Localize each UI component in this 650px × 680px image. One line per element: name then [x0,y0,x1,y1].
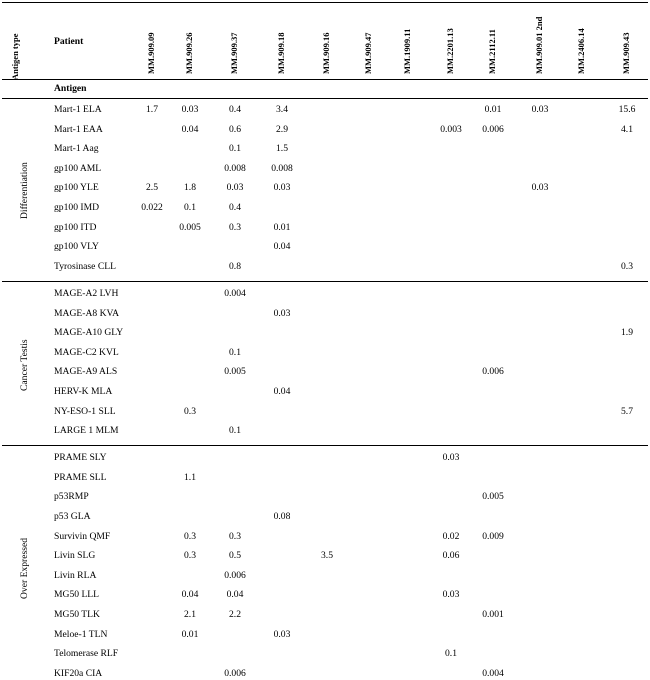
antigen-cell: gp100 ITD [54,221,97,233]
patient-column-header: MM.2201.13 [445,28,455,74]
value-cell: 0.008 [271,162,293,174]
antigen-cell: MAGE-A9 ALS [54,366,118,378]
antigen-cell: MAGE-A2 LVH [54,287,119,299]
table-top-rule [2,2,648,3]
antigen-cell: p53 GLA [54,511,91,522]
header-rule [2,79,648,80]
value-cell: 3.4 [276,104,288,115]
value-cell: 2.9 [276,123,288,135]
patient-column-header: MM.1909.11 [402,28,412,74]
antigen-cell: HERV-K MLA [54,385,113,397]
value-cell: 3.5 [321,550,333,562]
patient-column-header: MM.909.43 [621,32,631,74]
value-cell: 0.3 [229,530,241,542]
value-cell: 2.1 [184,609,196,620]
value-cell: 0.3 [229,221,241,233]
group-divider [2,281,648,282]
value-cell: 0.004 [224,287,246,299]
antigen-cell: MG50 LLL [54,589,100,601]
antigen-type-header: Antigen type [10,33,20,80]
antigen-type-label: Over Expressed [19,537,30,599]
value-cell: 1.9 [621,327,633,339]
value-cell: 0.04 [226,589,244,601]
value-cell: 0.005 [179,221,201,233]
antigen-cell: Telomerase RLF [54,648,119,660]
value-cell: 0.006 [224,667,246,679]
antigen-cell: KIF20a CIA [54,667,103,679]
value-cell: 0.4 [229,202,241,213]
antigen-cell: Tyrosinase CLL [54,260,116,272]
antigen-cell: Mart-1 ELA [54,104,102,115]
value-cell: 15.6 [618,104,636,115]
patient-column-header: MM.909.01 2nd [534,16,544,74]
value-cell: 0.08 [273,511,291,522]
antigen-cell: MAGE-C2 KVL [54,346,119,358]
value-cell: 0.01 [273,221,291,233]
antigen-cell: Livin SLG [54,550,96,562]
value-cell: 0.03 [531,104,549,115]
value-cell: 0.1 [229,143,241,155]
patient-column-header: MM.2406.14 [576,28,586,74]
antigen-cell: Livin RLA [54,569,97,581]
value-cell: 0.005 [482,491,504,503]
patient-header: Patient [54,36,84,47]
value-cell: 1.5 [276,143,288,155]
value-cell: 0.3 [184,405,196,417]
antigen-cell: gp100 YLE [54,182,99,194]
value-cell: 0.009 [482,530,504,542]
value-cell: 0.004 [482,667,504,679]
value-cell: 0.1 [445,648,457,660]
value-cell: 0.5 [229,550,241,562]
value-cell: 0.04 [181,589,199,601]
patient-column-header: MM.909.26 [184,32,194,74]
value-cell: 0.03 [442,589,460,601]
antigen-cell: PRAME SLL [54,471,107,483]
antigen-cell: gp100 IMD [54,202,100,213]
antigen-cell: Mart-1 EAA [54,123,103,135]
value-cell: 0.04 [273,385,291,397]
value-cell: 0.04 [181,123,199,135]
value-cell: 0.03 [181,104,199,115]
subheader-rule [2,98,648,99]
antigen-cell: LARGE 1 MLM [54,425,119,437]
value-cell: 0.008 [224,162,246,174]
value-cell: 0.04 [273,241,291,253]
value-cell: 0.005 [224,366,246,378]
value-cell: 0.3 [184,530,196,542]
value-cell: 0.3 [621,260,633,272]
antigen-cell: NY-ESO-1 SLL [54,405,116,417]
value-cell: 4.1 [621,123,633,135]
value-cell: 0.01 [181,628,199,640]
antigen-cell: Survivin QMF [54,530,111,542]
value-cell: 0.03 [226,182,244,194]
antigen-cell: MAGE-A10 GLY [54,327,124,339]
patient-column-header: MM.909.16 [321,32,331,74]
group-divider [2,445,648,446]
patient-column-header: MM.909.47 [363,32,373,74]
value-cell: 0.02 [442,530,460,542]
antigen-cell: Mart-1 Aag [54,143,99,155]
value-cell: 0.006 [482,123,504,135]
value-cell: 5.7 [621,405,633,417]
value-cell: 0.003 [440,123,462,135]
antigen-cell: MG50 TLK [54,609,100,620]
value-cell: 1.8 [184,182,196,194]
antigen-cell: MAGE-A8 KVA [54,307,120,319]
antigen-cell: Meloe-1 TLN [54,628,108,640]
value-cell: 1.7 [146,104,158,115]
value-cell: 0.03 [442,452,460,464]
value-cell: 0.03 [273,307,291,319]
value-cell: 0.022 [141,202,163,213]
value-cell: 0.1 [229,425,241,437]
value-cell: 0.1 [229,346,241,358]
value-cell: 0.01 [484,104,502,115]
value-cell: 0.006 [224,569,246,581]
patient-column-header: MM.909.18 [276,32,286,74]
value-cell: 0.1 [184,202,196,213]
value-cell: 0.6 [229,123,241,135]
antigen-cell: p53RMP [54,491,89,503]
antigen-type-label: Differentiation [19,162,30,219]
value-cell: 0.3 [184,550,196,562]
value-cell: 0.4 [229,104,241,115]
antigen-cell: PRAME SLY [54,452,107,464]
value-cell: 0.03 [531,182,549,194]
antigen-type-label: Cancer Testis [19,338,30,391]
patient-column-header: MM.909.37 [229,32,239,74]
antigen-header: Antigen [54,83,87,94]
antigen-cell: gp100 VLY [54,241,99,253]
patient-column-header: MM.909.09 [146,32,156,74]
value-cell: 0.006 [482,366,504,378]
antigen-cell: gp100 AML [54,162,102,174]
value-cell: 0.8 [229,260,241,272]
value-cell: 2.5 [146,182,158,194]
value-cell: 0.03 [273,628,291,640]
value-cell: 0.06 [442,550,460,562]
value-cell: 2.2 [229,609,241,620]
value-cell: 0.03 [273,182,291,194]
value-cell: 1.1 [184,471,196,483]
value-cell: 0.001 [482,609,504,620]
patient-column-header: MM.2112.11 [487,29,497,74]
